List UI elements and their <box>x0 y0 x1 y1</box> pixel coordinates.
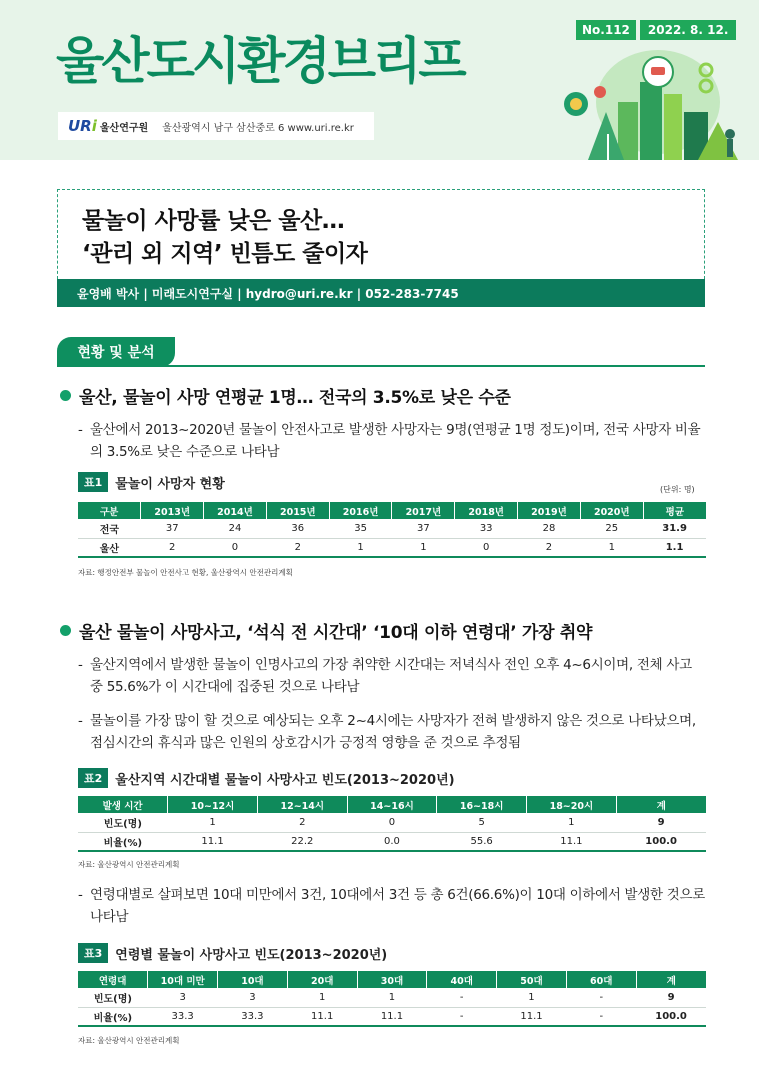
table-header-cell: 10대 <box>218 971 288 988</box>
table-cell: 2 <box>518 538 581 557</box>
table-cell: 1.1 <box>643 538 706 557</box>
table-cell: 1 <box>392 538 455 557</box>
article-title-line2: ‘관리 외 지역’ 빈틈도 줄이자 <box>82 241 368 267</box>
table-header-cell: 10~12시 <box>168 796 258 813</box>
table-cell: 2 <box>257 813 347 832</box>
table-header-cell: 20대 <box>287 971 357 988</box>
institute-logo: URi <box>68 117 97 135</box>
table-cell: 33.3 <box>148 1007 218 1026</box>
table-cell: 55.6 <box>437 832 527 851</box>
paragraph-4-text: 연령대별로 살펴보면 10대 미만에서 3건, 10대에서 3건 등 총 6건(66.6%)이 10대 이하에서 발생한 것으로 나타남 <box>90 887 705 925</box>
table-header-cell: 10대 미만 <box>148 971 218 988</box>
table-cell: 37 <box>141 519 204 538</box>
eco-city-illustration <box>548 42 748 160</box>
table-cell: 비율(%) <box>78 832 168 851</box>
brief-title: 울산도시환경브리프 <box>56 32 464 90</box>
table-2-caption <box>78 768 455 788</box>
table-cell: 1 <box>168 813 258 832</box>
table-header-cell: 2016년 <box>329 502 392 519</box>
heading-1-text: 울산, 물놀이 사망 연평균 1명… 전국의 3.5%로 낮은 수준 <box>79 388 511 408</box>
table-3-title: 연령별 물놀이 사망사고 빈도(2013~2020년) <box>115 947 388 963</box>
table-header-cell: 50대 <box>497 971 567 988</box>
table-2 <box>78 796 706 852</box>
table-cell: 11.1 <box>168 832 258 851</box>
table-cell: - <box>427 1007 497 1026</box>
table-header-cell: 계 <box>636 971 706 988</box>
table-3-source: 자료: 울산광역시 안전관리계획 <box>78 1036 180 1045</box>
table-cell: 9 <box>616 813 706 832</box>
bullet-icon <box>60 390 71 401</box>
issue-number: No.112 <box>576 20 636 40</box>
table-cell: 24 <box>204 519 267 538</box>
table-header-cell: 계 <box>616 796 706 813</box>
table-cell: 100.0 <box>616 832 706 851</box>
table-cell: 22.2 <box>257 832 347 851</box>
table-2-number: 표2 <box>78 768 108 788</box>
table-header-cell: 2018년 <box>455 502 518 519</box>
table-cell: 빈도(명) <box>78 988 148 1007</box>
table-cell: 전국 <box>78 519 141 538</box>
table-3-caption <box>78 943 387 963</box>
table-cell: 11.1 <box>497 1007 567 1026</box>
institute-name: 울산연구원 <box>99 122 149 134</box>
table-cell: 울산 <box>78 538 141 557</box>
page-header <box>0 0 759 160</box>
table-row <box>78 832 706 851</box>
table-header-cell: 60대 <box>566 971 636 988</box>
table-1-source: 자료: 행정안전부 물놀이 안전사고 현황, 울산광역시 안전관리계획 <box>78 568 293 577</box>
table-header-cell: 2017년 <box>392 502 455 519</box>
table-header-cell: 2020년 <box>580 502 643 519</box>
heading-1 <box>60 383 511 408</box>
table-cell: 11.1 <box>287 1007 357 1026</box>
table-cell: 28 <box>518 519 581 538</box>
table-row <box>78 813 706 832</box>
table-2-source: 자료: 울산광역시 안전관리계획 <box>78 860 180 869</box>
table-header-cell: 발생 시간 <box>78 796 168 813</box>
section-divider <box>57 365 705 367</box>
table-header-row <box>78 502 706 519</box>
paragraph-3-text: 물놀이를 가장 많이 할 것으로 예상되는 오후 2~4시에는 사망자가 전혀 발생하지 않은 것으로 나타났으며, 점심시간의 휴식과 많은 인원의 상호감시가 긍정적 영향을 준 것으로 추정됨 <box>90 713 696 751</box>
table-2-title: 울산지역 시간대별 물놀이 사망사고 빈도(2013~2020년) <box>115 772 455 788</box>
table-cell: 9 <box>636 988 706 1007</box>
institute-address: 울산광역시 남구 삼산중로 6 www.uri.re.kr <box>162 122 354 134</box>
table-1-unit: (단위: 명) <box>660 485 695 494</box>
table-cell: 1 <box>357 988 427 1007</box>
issue-info <box>576 20 736 40</box>
table-cell: 100.0 <box>636 1007 706 1026</box>
table-cell: 31.9 <box>643 519 706 538</box>
table-cell: 5 <box>437 813 527 832</box>
table-header-cell: 2015년 <box>266 502 329 519</box>
table-cell: 2 <box>141 538 204 557</box>
table-row <box>78 519 706 538</box>
table-cell: - <box>566 988 636 1007</box>
table-header-cell: 2014년 <box>204 502 267 519</box>
table-cell: 33.3 <box>218 1007 288 1026</box>
author-bar: 윤영배 박사 | 미래도시연구실 | hydro@uri.re.kr | 052-283-7745 <box>57 279 705 307</box>
table-header-cell: 12~14시 <box>257 796 347 813</box>
section-title: 현황 및 분석 <box>57 337 175 367</box>
table-cell: 0 <box>347 813 437 832</box>
table-cell: 0 <box>204 538 267 557</box>
table-cell: 3 <box>218 988 288 1007</box>
table-header-cell: 평균 <box>643 502 706 519</box>
article-title-line1: 물놀이 사망률 낮은 울산… <box>82 208 345 234</box>
table-cell: 33 <box>455 519 518 538</box>
paragraph-3: - 물놀이를 가장 많이 할 것으로 예상되는 오후 2~4시에는 사망자가 전혀 발생하지 않은 것으로 나타났으며, 점심시간의 휴식과 많은 인원의 상호감시가 긍정적 영향을 준 것으로 추정됨 <box>78 710 706 754</box>
table-cell: 1 <box>580 538 643 557</box>
table-1-caption <box>78 472 225 492</box>
table-header-cell: 40대 <box>427 971 497 988</box>
issue-date: 2022. 8. 12. <box>640 20 736 40</box>
paragraph-4: - 연령대별로 살펴보면 10대 미만에서 3건, 10대에서 3건 등 총 6건(66.6%)이 10대 이하에서 발생한 것으로 나타남 <box>78 884 706 928</box>
table-cell: 빈도(명) <box>78 813 168 832</box>
table-cell: 35 <box>329 519 392 538</box>
table-row <box>78 1007 706 1026</box>
table-cell: 0 <box>455 538 518 557</box>
table-header-cell: 30대 <box>357 971 427 988</box>
table-header-cell: 2019년 <box>518 502 581 519</box>
table-row <box>78 988 706 1007</box>
table-cell: 11.1 <box>527 832 617 851</box>
table-cell: 비율(%) <box>78 1007 148 1026</box>
table-cell: 1 <box>497 988 567 1007</box>
table-cell: 1 <box>527 813 617 832</box>
table-header-row <box>78 971 706 988</box>
table-row <box>78 538 706 557</box>
table-1-title: 물놀이 사망자 현황 <box>115 476 225 492</box>
table-1-number: 표1 <box>78 472 108 492</box>
table-header-cell: 구분 <box>78 502 141 519</box>
table-cell: 25 <box>580 519 643 538</box>
table-3-number: 표3 <box>78 943 108 963</box>
paragraph-2-text: 울산지역에서 발생한 물놀이 인명사고의 가장 취약한 시간대는 저녁식사 전인 오후 4~6시이며, 전체 사고 중 55.6%가 이 시간대에 집중된 것으로 나타남 <box>90 657 692 695</box>
paragraph-1: - 울산에서 2013~2020년 물놀이 안전사고로 발생한 사망자는 9명(연평균 1명 정도)이며, 전국 사망자 비율의 3.5%로 낮은 수준으로 나타남 <box>78 419 706 463</box>
table-header-cell: 16~18시 <box>437 796 527 813</box>
table-cell: 37 <box>392 519 455 538</box>
bullet-icon <box>60 625 71 636</box>
heading-2-text: 울산 물놀이 사망사고, ‘석식 전 시간대’ ‘10대 이하 연령대’ 가장 취약 <box>79 623 593 643</box>
table-header-cell: 2013년 <box>141 502 204 519</box>
table-cell: 11.1 <box>357 1007 427 1026</box>
table-cell: 3 <box>148 988 218 1007</box>
paragraph-1-text: 울산에서 2013~2020년 물놀이 안전사고로 발생한 사망자는 9명(연평균 1명 정도)이며, 전국 사망자 비율의 3.5%로 낮은 수준으로 나타남 <box>90 422 701 460</box>
table-header-cell: 18~20시 <box>527 796 617 813</box>
table-1 <box>78 502 706 558</box>
table-cell: 0.0 <box>347 832 437 851</box>
table-header-cell: 14~16시 <box>347 796 437 813</box>
table-cell: 1 <box>329 538 392 557</box>
heading-2 <box>60 618 592 643</box>
table-cell: 2 <box>266 538 329 557</box>
table-header-cell: 연령대 <box>78 971 148 988</box>
table-cell: 1 <box>287 988 357 1007</box>
table-cell: - <box>566 1007 636 1026</box>
table-3 <box>78 971 706 1027</box>
table-cell: 36 <box>266 519 329 538</box>
table-cell: - <box>427 988 497 1007</box>
article-title-box <box>57 189 705 279</box>
paragraph-2: - 울산지역에서 발생한 물놀이 인명사고의 가장 취약한 시간대는 저녁식사 전인 오후 4~6시이며, 전체 사고 중 55.6%가 이 시간대에 집중된 것으로 나타남 <box>78 654 706 698</box>
institute-bar <box>58 112 374 140</box>
table-header-row <box>78 796 706 813</box>
